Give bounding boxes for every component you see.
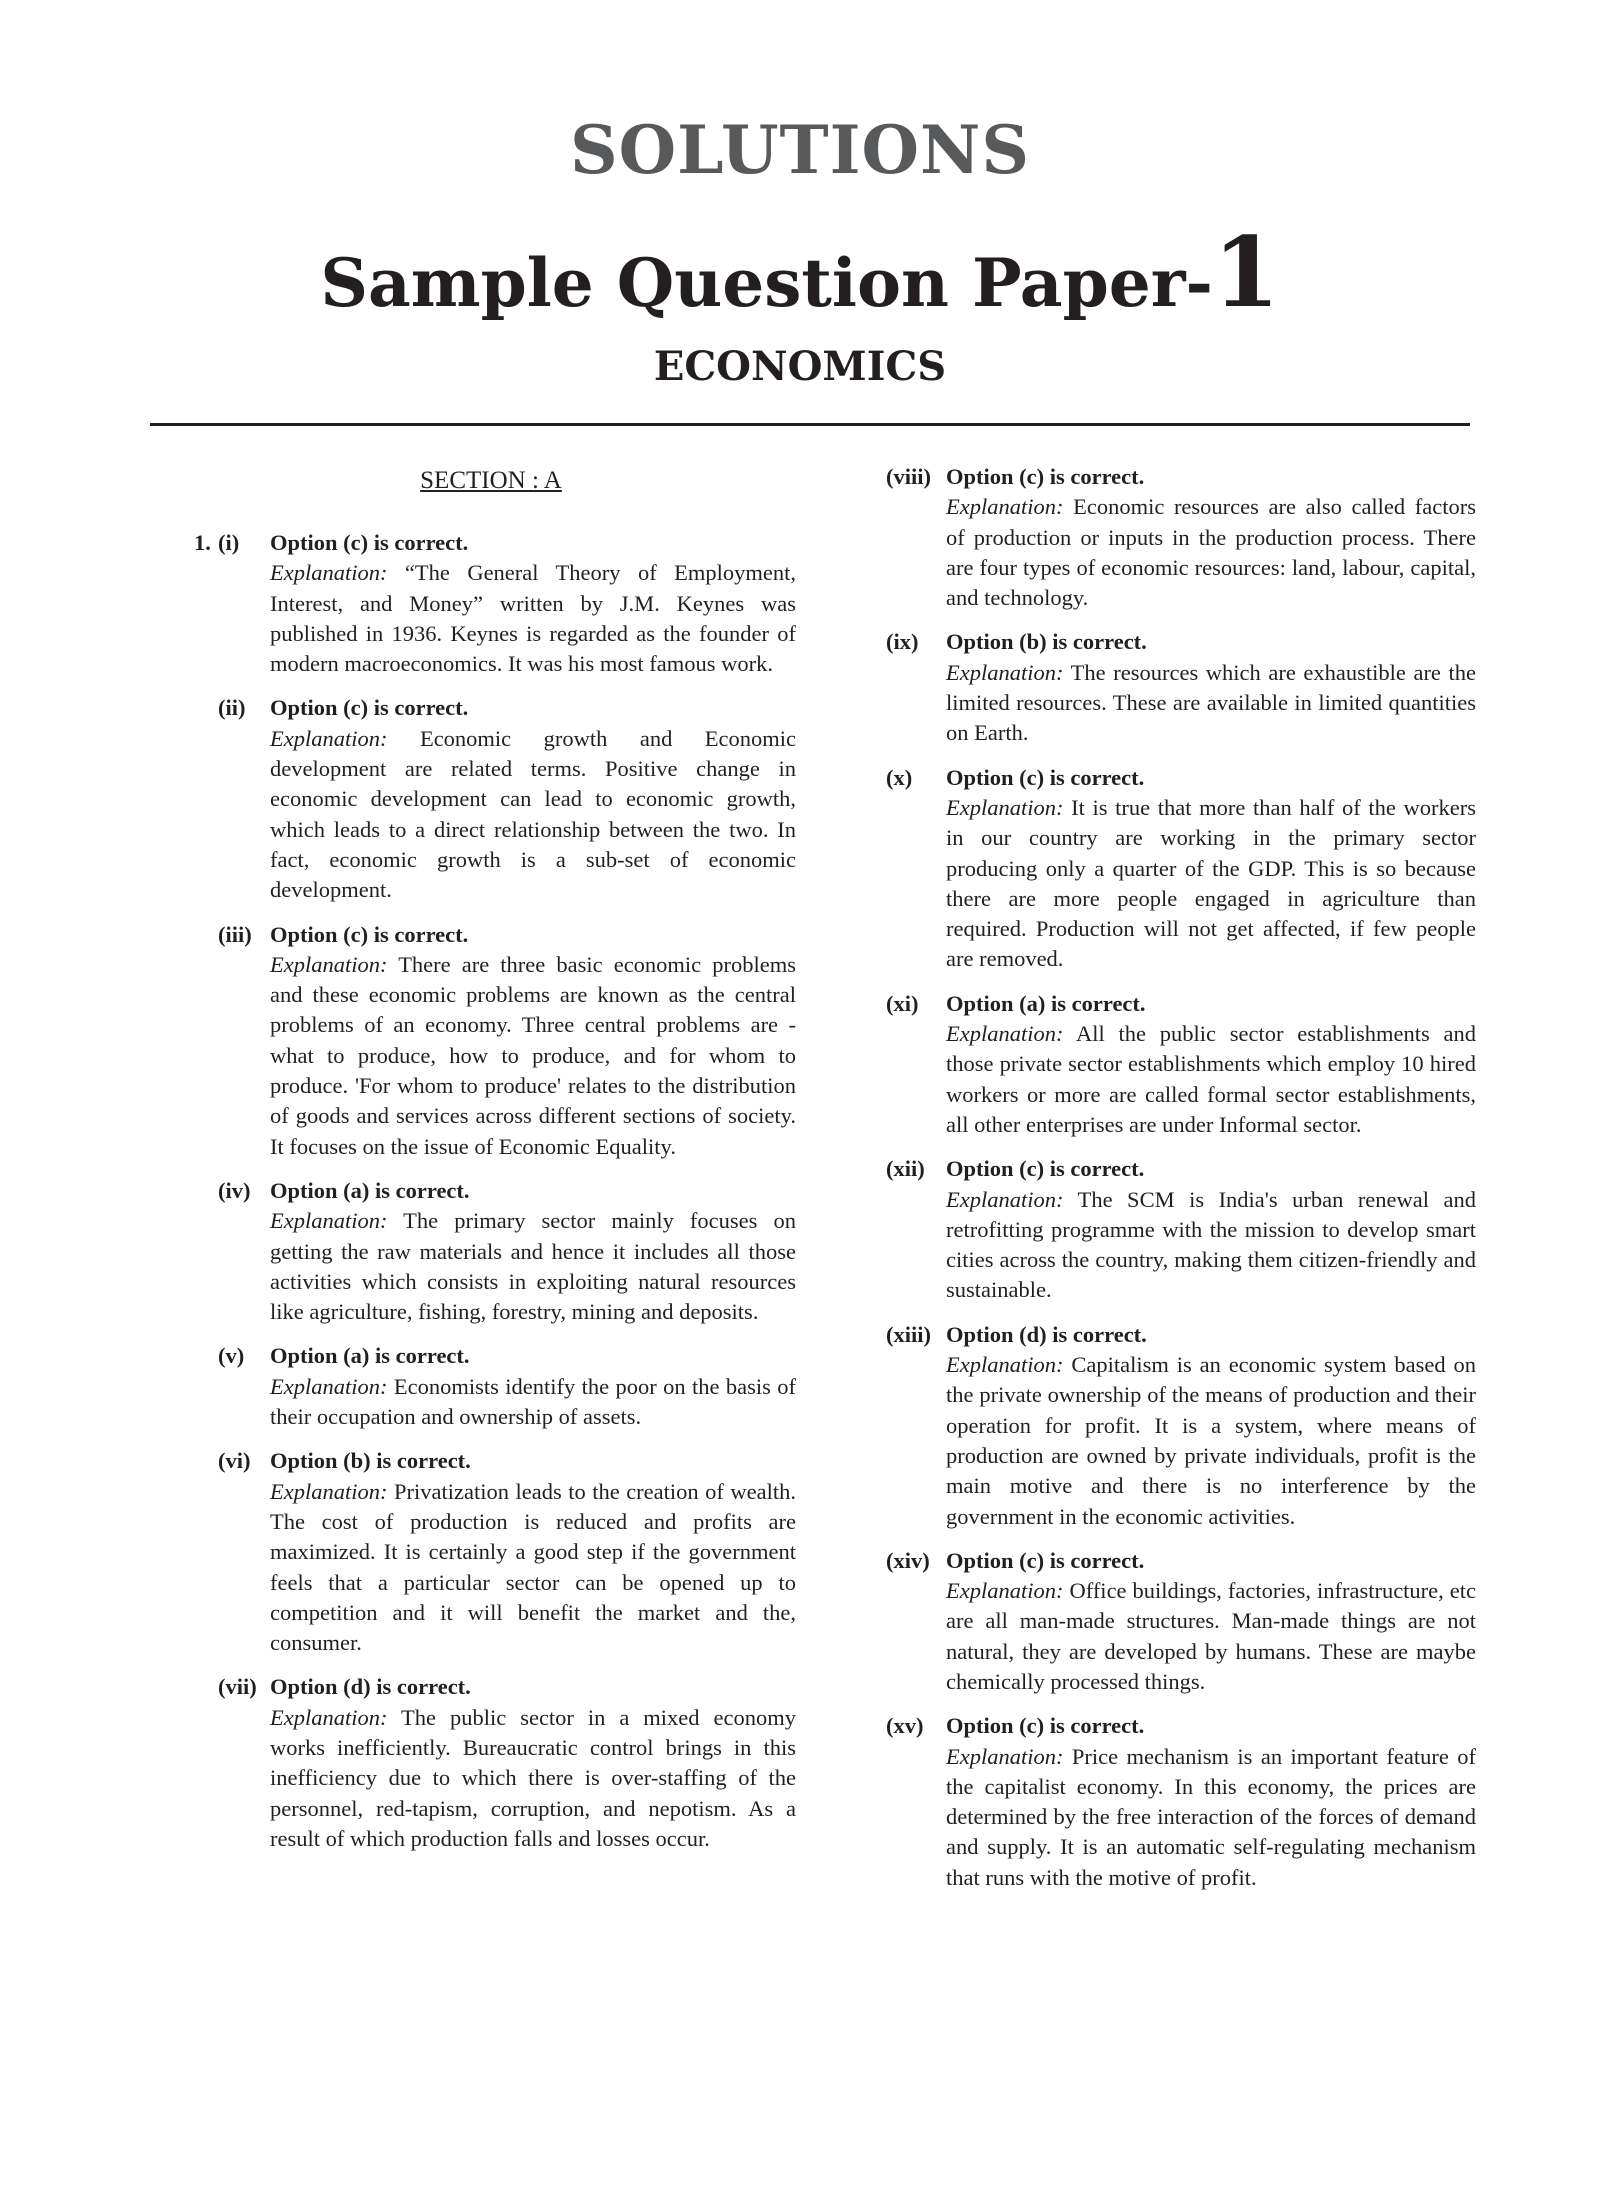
sub-question-number: (xv) [886, 1713, 924, 1739]
paper-title-text: Sample Question Paper- [320, 244, 1213, 322]
answer-item [186, 1672, 796, 1854]
section-heading: SECTION : A [420, 467, 562, 494]
correct-option: Option (c) is correct. [946, 1547, 1145, 1573]
correct-option: Option (d) is correct. [270, 1674, 471, 1700]
answer-item [186, 1446, 796, 1658]
answer-item [886, 1711, 1476, 1893]
explanation-text: Economic growth and Economic development are related terms. Positive change in economic development can lead to economic growth, which leads to a direct relationship between the two. In fact, economic growth is a sub-set of economic development. [270, 725, 797, 903]
option-line [886, 1320, 1476, 1350]
option-line [186, 920, 796, 950]
explanation-label: Explanation: [946, 1021, 1064, 1047]
explanation-text: Privatization leads to the creation of wealth. The cost of production is reduced and profits are maximized. It is certainly a good step if the government feels that a particular sector can be opened up to competition and it will benefit the market and the, consumer. [270, 1478, 797, 1656]
explanation-text: Economists identify the poor on the basis of their occupation and ownership of assets. [270, 1373, 796, 1430]
explanation-label: Explanation: [270, 1208, 388, 1234]
answer-item [186, 1341, 796, 1432]
explanation-label: Explanation: [946, 1743, 1064, 1769]
explanation-text: All the public sector establishments and those private sector establishments which employ 10 hired workers or more are called formal sector establishments, all other enterprises are under Informal sector. [946, 1021, 1477, 1137]
correct-option: Option (b) is correct. [270, 1448, 471, 1474]
sub-question-number: (x) [886, 764, 913, 790]
explanation-label: Explanation: [270, 951, 388, 977]
option-line [886, 627, 1476, 657]
explanation [186, 1372, 796, 1433]
answer-item [886, 989, 1476, 1140]
sub-question-number: (i) [218, 530, 240, 555]
explanation [186, 724, 796, 906]
answer-item [886, 763, 1476, 975]
option-line [886, 1546, 1476, 1576]
explanation [886, 1019, 1476, 1140]
explanation-label: Explanation: [270, 725, 388, 751]
subject-heading: ECONOMICS [653, 343, 947, 390]
explanation-text: Price mechanism is an important feature of the capitalist economy. In this economy, the prices are determined by the free interaction of the forces of demand and supply. It is an automatic self-regulating mechanism that runs with the motive of profit. [946, 1743, 1477, 1890]
right-column [886, 462, 1476, 1907]
correct-option: Option (b) is correct. [946, 629, 1147, 655]
explanation-label: Explanation: [946, 1578, 1064, 1604]
explanation [886, 658, 1476, 749]
correct-option: Option (c) is correct. [946, 1713, 1145, 1739]
option-line [186, 1672, 796, 1702]
option-line [886, 1711, 1476, 1741]
explanation-text: Office buildings, factories, infrastructure, etc are all man-made structures. Man-made things are not natural, they are developed by humans. These are maybe chemically processed things. [946, 1578, 1477, 1694]
explanation-text: Economic resources are also called factors of production or inputs in the production process. There are four types of economic resources: land, labour, capital, and technology. [946, 494, 1476, 611]
option-line [186, 1176, 796, 1206]
explanation-label: Explanation: [946, 794, 1064, 820]
answer-item [886, 627, 1476, 748]
option-line [186, 693, 796, 723]
answer-item [886, 1154, 1476, 1305]
answer-item [886, 462, 1476, 613]
correct-option: Option (c) is correct. [946, 464, 1145, 489]
option-line [886, 763, 1476, 793]
explanation-label: Explanation: [946, 494, 1064, 520]
correct-option: Option (c) is correct. [270, 695, 469, 721]
sub-question-number: (v) [218, 1343, 245, 1369]
option-line [886, 989, 1476, 1019]
option-line [186, 1341, 796, 1371]
sub-question-number: (vi) [218, 1448, 251, 1474]
correct-option: Option (a) is correct. [946, 990, 1146, 1016]
correct-option: Option (d) is correct. [946, 1321, 1147, 1347]
option-line [886, 1154, 1476, 1184]
sub-question-number: (xiv) [886, 1547, 930, 1573]
explanation-text: “The General Theory of Employment, Interest, and Money” written by J.M. Keynes was published in 1936. Keynes is regarded as the founder of modern macroeconomics. It was his most famous work. [270, 560, 796, 677]
correct-option: Option (c) is correct. [946, 1156, 1145, 1182]
correct-option: Option (a) is correct. [270, 1343, 470, 1369]
answer-item [886, 1320, 1476, 1532]
sub-question-number: (viii) [886, 464, 931, 489]
explanation-label: Explanation: [946, 1186, 1064, 1212]
sub-question-number: (xi) [886, 990, 919, 1016]
explanation [886, 492, 1476, 613]
answer-item [186, 920, 796, 1162]
correct-option: Option (c) is correct. [946, 764, 1145, 790]
solutions-heading: SOLUTIONS [570, 111, 1030, 189]
correct-option: Option (c) is correct. [270, 530, 469, 555]
paper-number: 1 [1212, 216, 1280, 329]
explanation [186, 1477, 796, 1659]
sub-question-number: (xii) [886, 1156, 925, 1182]
option-line [186, 528, 796, 558]
paper-title [0, 216, 1600, 329]
header-divider [150, 423, 1470, 426]
sub-question-number: (xiii) [886, 1321, 931, 1347]
sub-question-number: (ix) [886, 629, 919, 655]
answer-item [186, 528, 796, 679]
question-number: 1. [194, 530, 211, 555]
explanation-label: Explanation: [946, 1352, 1064, 1378]
explanation-label: Explanation: [270, 1478, 388, 1504]
answer-item [886, 1546, 1476, 1697]
correct-option: Option (a) is correct. [270, 1177, 470, 1203]
explanation [886, 1742, 1476, 1893]
sub-question-number: (vii) [218, 1674, 257, 1700]
explanation [186, 1703, 796, 1854]
explanation-text: The primary sector mainly focuses on getting the raw materials and hence it includes all those activities which consists in exploiting natural resources like agriculture, fishing, forestry, mining and deposits. [270, 1208, 796, 1325]
option-line [186, 1446, 796, 1476]
explanation-text: Capitalism is an economic system based on the private ownership of the means of production and their operation for profit. It is a system, where means of production are owned by private individuals, profit is the main motive and there is no interference by the government in the economic activities. [946, 1352, 1476, 1529]
explanation [186, 1206, 796, 1327]
explanation [886, 793, 1476, 975]
answer-item [186, 1176, 796, 1327]
explanation-label: Explanation: [270, 560, 388, 586]
sub-question-number: (iv) [218, 1177, 251, 1203]
explanation-text: The public sector in a mixed economy works inefficiently. Bureaucratic control brings in this inefficiency due to which there is over-staffing of the personnel, red-tapism, corruption, and nepotism. As a result of which production falls and losses occur. [270, 1704, 796, 1851]
sub-question-number: (ii) [218, 695, 246, 721]
explanation-text: The resources which are exhaustible are the limited resources. These are available in limited quantities on Earth. [946, 659, 1476, 746]
correct-option: Option (c) is correct. [270, 921, 469, 947]
option-line [886, 462, 1476, 492]
explanation-text: There are three basic economic problems and these economic problems are known as the central problems of an economy. Three central problems are - what to produce, how to produce, and for whom to produce. 'For whom to produce' relates to the distribution of goods and services across different sections of society. It focuses on the issue of Economic Equality. [270, 951, 797, 1159]
explanation [886, 1576, 1476, 1697]
explanation-text: It is true that more than half of the workers in our country are working in the primary sector producing only a quarter of the GDP. This is so because there are more people engaged in agriculture than required. Production will not get affected, if few people are removed. [946, 794, 1476, 972]
left-column [186, 462, 796, 1868]
explanation-label: Explanation: [270, 1373, 388, 1399]
explanation [186, 950, 796, 1162]
explanation-text: The SCM is India's urban renewal and retrofitting programme with the mission to develop smart cities across the country, making them citizen-friendly and sustainable. [946, 1186, 1476, 1303]
sub-question-number: (iii) [218, 921, 252, 947]
explanation-label: Explanation: [270, 1704, 388, 1730]
explanation [886, 1350, 1476, 1532]
explanation [186, 558, 796, 679]
explanation [886, 1185, 1476, 1306]
explanation-label: Explanation: [946, 659, 1064, 685]
answer-item [186, 693, 796, 905]
